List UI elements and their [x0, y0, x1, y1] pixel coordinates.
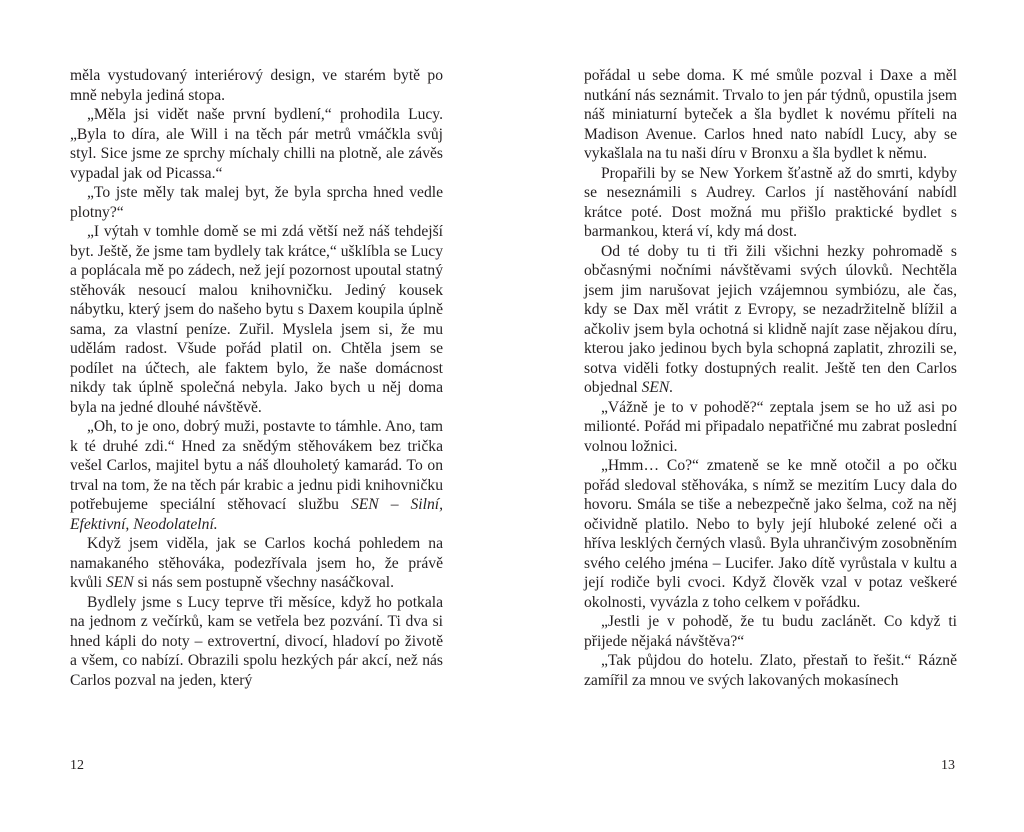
right-page-number: 13: [941, 758, 955, 773]
paragraph-text: „Měla jsi vidět naše první bydlení,“ prohodila Lucy. „Byla to díra, ale Will i na těch pár metrů vmáčkla svůj styl. Sice jsme ze sprchy míchaly chilli na plotně, ale závěs vypadal jak od Picassa.“: [70, 106, 443, 182]
paragraph: [584, 456, 957, 612]
paragraph-text: „Tak půjdou do hotelu. Zlato, přestaň to řešit.“ Rázně zamířil za mnou ve svých lakovaných mokasínech: [584, 652, 957, 689]
italic-text: SEN.: [641, 379, 674, 396]
paragraph-text: „I výtah v tomhle domě se mi zdá větší než náš tehdejší byt. Ještě, že jsme tam bydlely tak krátce,“ ušklíbla se Lucy a poplácala mě po zádech, než její pozornost upoutal statný stěhovák nesoucí malou knihovničku. Jediný kousek nábytku, který jsem do našeho bytu s Daxem koupila úplně sama, za vlastní peníze. Zuřil. Myslela jsem si, že mu udělám radost. Všude pořád platil on. Chtěla jsem se podílet na účtech, ale faktem bylo, že naše domácnost nikdy tak úplně společná nebyla. Jako bych u něj doma byla na jedné dlouhé návštěvě.: [70, 223, 443, 416]
paragraph-text: „To jste měly tak malej byt, že byla sprcha hned vedle plotny?“: [70, 184, 443, 221]
paragraph: [584, 651, 957, 690]
paragraph-text: „Oh, to je ono, dobrý muži, postavte to támhle. Ano, tam k té druhé zdi.“ Hned za snědým stěhovákem bez trička vešel Carlos, majitel bytu a náš dlouholetý kamarád. To on trval na tom, že na těch pár krabic a jednu pidi knihovničku potřebujeme speciální stěhovací službu: [70, 418, 443, 513]
right-page: [512, 0, 1024, 832]
paragraph-text: „Vážně je to v pohodě?“ zeptala jsem se ho už asi po milionté. Pořád mi připadalo nepatřičné mu zabrat poslední volnou ložnici.: [584, 398, 957, 455]
paragraph: [70, 183, 443, 222]
paragraph: [584, 612, 957, 651]
paragraph-text: Od té doby tu ti tři žili všichni hezky pohromadě s občasnými nočními návštěvami svých úlovků. Nechtěla jsem jim narušovat jejich vzájemnou symbiózu, ale čas, kdy se Dax měl vrátit z Evropy, se nezadržitelně blížil a ačkoliv jsem byla ochotná si klidně najít zase nějakou díru, kterou jako jedinou bych byla schopná zaplatit, zhrozili se, sotva viděli fotky dostupných realit. Ještě ten den Carlos objednal: [584, 242, 957, 396]
italic-text: SEN: [105, 574, 134, 591]
paragraph: [584, 164, 957, 242]
paragraph: [70, 593, 443, 691]
paragraph-text: „Jestli je v pohodě, že tu budu zaclánět. Co když ti přijede nějaká návštěva?“: [584, 613, 957, 650]
right-page-text: [584, 66, 957, 690]
paragraph-text: si nás sem postupně všechny nasáčkoval.: [133, 574, 394, 591]
paragraph-text: Bydlely jsme s Lucy teprve tři měsíce, když ho potkala na jednom z večírků, kam se vetřela bez pozvání. Ti dva si hned kápli do noty – extrovertní, divocí, hladoví po životě a všem, co nabízí. Obrazili spolu hezkých pár akcí, než nás Carlos pozval na jeden, který: [70, 593, 443, 689]
paragraph-text: měla vystudovaný interiérový design, ve starém bytě po mně nebyla jediná stopa.: [70, 67, 443, 104]
paragraph-text: Propařili by se New Yorkem šťastně až do smrti, kdyby se neseznámili s Audrey. Carlos jí nastěhování nabídl krátce poté. Dost možná mu přišlo praktické bydlet s barmankou, která ví, kdy má dost.: [584, 164, 957, 240]
paragraph: [70, 66, 443, 105]
paragraph: [70, 417, 443, 534]
paragraph: [584, 66, 957, 164]
paragraph: [70, 534, 443, 593]
paragraph-text: Když jsem viděla, jak se Carlos kochá pohledem na namakaného stěhováka, podezřívala jsem ho, že právě kvůli: [70, 535, 443, 591]
paragraph: [584, 242, 957, 398]
left-page-text: [70, 66, 443, 690]
paragraph: [70, 222, 443, 417]
paragraph: [70, 105, 443, 183]
paragraph: [584, 398, 957, 457]
left-page-number: 12: [70, 758, 84, 773]
italic-text: SEN – Silní, Efektivní, Neodolatelní.: [70, 496, 443, 533]
paragraph-text: „Hmm… Co?“ zmateně se ke mně otočil a po očku pořád sledoval stěhováka, s nímž se mezitím Lucy dala do hovoru. Smála se tiše a nebezpečně jako šelma, což na něj očividně platilo. Nebo to byly její hluboké zelené oči a hříva lesklých černých vlasů. Byla uhrančivým zosobněním svého celého jména – Lucifer. Jako dítě vyrůstala v kultu a její rodiče byli cvoci. Když člověk vzal v potaz veškeré okolnosti, vyvázla z toho celkem v pořádku.: [584, 457, 957, 611]
paragraph-text: pořádal u sebe doma. K mé smůle pozval i Daxe a měl nutkání nás seznámit. Trvalo to jen pár týdnů, opustila jsem náš miniaturní byteček a šla bydlet k novému příteli na Madison Avenue. Carlos hned nato nabídl Lucy, aby se vykašlala na tu naši díru v Bronxu a šla bydlet k němu.: [584, 67, 957, 162]
